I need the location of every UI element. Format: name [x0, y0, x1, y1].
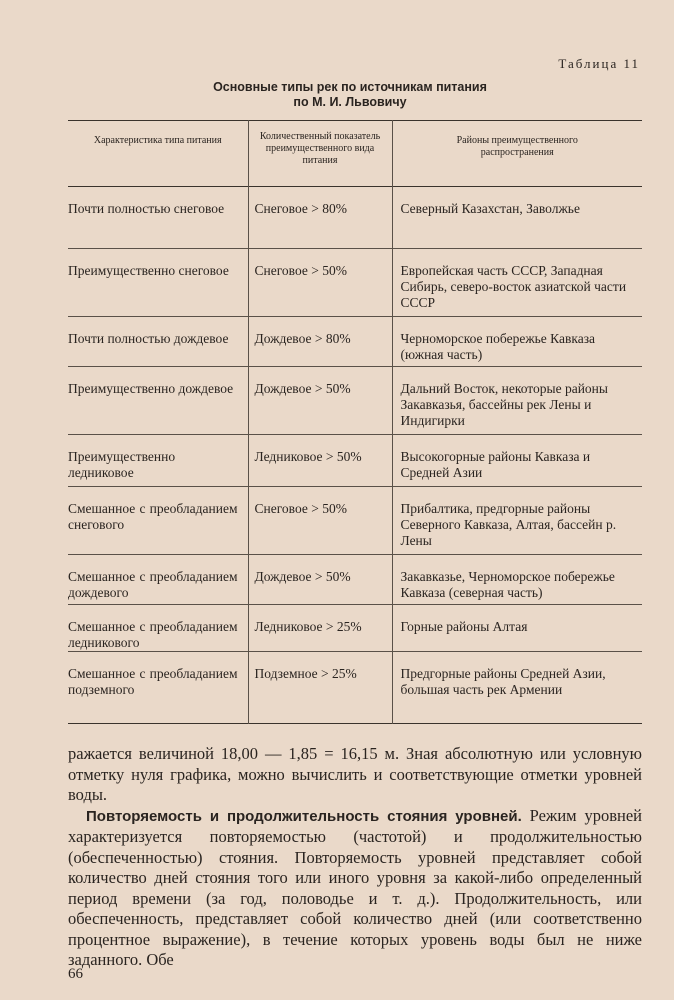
table-title-line2: по М. И. Львовичу [293, 95, 407, 109]
header-type: Характеристика типа питания [93, 135, 222, 146]
table-row [68, 367, 642, 435]
cell-indicator: Ледниковое > 25% [254, 619, 362, 634]
table-row [68, 652, 642, 724]
cell-regions: Северный Казахстан, Заволжье [400, 201, 580, 216]
table-number: Таблица 11 [558, 56, 640, 71]
cell-indicator: Ледниковое > 50% [254, 449, 362, 464]
cell-indicator: Снеговое > 50% [254, 501, 347, 516]
cell-regions: Дальний Восток, некоторые районы Закавказья, бассейны рек Лены и Индигирки [400, 381, 608, 428]
cell-indicator: Дождевое > 80% [254, 331, 351, 346]
cell-type: Преимущественно дождевое [68, 381, 234, 396]
cell-type: Смешанное с преобладанием ледникового [68, 619, 238, 650]
table-title-line1: Основные типы рек по источникам питания [213, 80, 487, 94]
cell-type: Преимущественно ледниковое [68, 449, 176, 480]
cell-regions: Прибалтика, предгорные районы Северного Кавказа, Алтая, бассейн р. Лены [400, 501, 617, 548]
river-types-table [68, 120, 642, 724]
cell-indicator: Дождевое > 50% [254, 381, 351, 396]
body-text [68, 744, 642, 971]
cell-regions: Европейская часть СССР, Западная Сибирь, северо-восток азиатской части СССР [400, 263, 627, 310]
paragraph-2 [68, 806, 642, 971]
table-row [68, 605, 642, 652]
cell-regions: Закавказье, Черноморское побережье Кавказа (северная часть) [400, 569, 615, 600]
cell-type: Смешанное с преобладанием снегового [68, 501, 238, 532]
table-title [140, 80, 560, 110]
cell-type: Почти полностью снеговое [68, 201, 225, 216]
table-row [68, 435, 642, 487]
cell-regions: Черноморское побережье Кавказа (южная часть) [400, 331, 596, 362]
page-number: 66 [68, 966, 83, 982]
header-regions: Районы преимущественного распространения [392, 121, 642, 187]
table-row [68, 317, 642, 367]
header-indicator: Количественный показатель преимущественного вида питания [248, 121, 392, 187]
table-row [68, 555, 642, 605]
cell-type: Смешанное с преобладанием подземного [68, 666, 238, 697]
cell-regions: Высокогорные районы Кавказа и Средней Азии [400, 449, 591, 480]
cell-indicator: Снеговое > 50% [254, 263, 347, 278]
table-header-row [68, 121, 642, 187]
table-row [68, 487, 642, 555]
cell-indicator: Подземное > 25% [254, 666, 357, 681]
paragraph-1: ражается величиной 18,00 — 1,85 = 16,15 м. Зная абсолютную или условную отметку нуля графика, можно вычислить и соответствующие отметки уровней воды. [68, 744, 642, 804]
cell-regions: Предгорные районы Средней Азии, большая часть рек Армении [400, 666, 606, 697]
table-row [68, 249, 642, 317]
cell-regions: Горные районы Алтая [400, 619, 528, 634]
cell-type: Смешанное с преобладанием дождевого [68, 569, 238, 600]
cell-indicator: Снеговое > 80% [254, 201, 347, 216]
cell-type: Преимущественно снеговое [68, 263, 229, 278]
paragraph-2-heading: Повторяемость и продолжительность стояния уровней. [86, 807, 522, 825]
paragraph-2-text: Режим уровней характеризуется повторяемостью (частотой) и продолжительностью (обеспеченностью) стояния. Повторяемость уровней представляет собой количество дней стояния того или иного уровня за какой-либо определенный период времени (за год, половодье и т. д.). Продолжительность, или обеспеченность, представляет собой количество дней (или соответственно процентное выражение), в течение которых уровень воды был не ниже заданного. Обе [68, 805, 642, 969]
cell-type: Почти полностью дождевое [68, 331, 229, 346]
cell-indicator: Дождевое > 50% [254, 569, 351, 584]
table-row [68, 187, 642, 249]
